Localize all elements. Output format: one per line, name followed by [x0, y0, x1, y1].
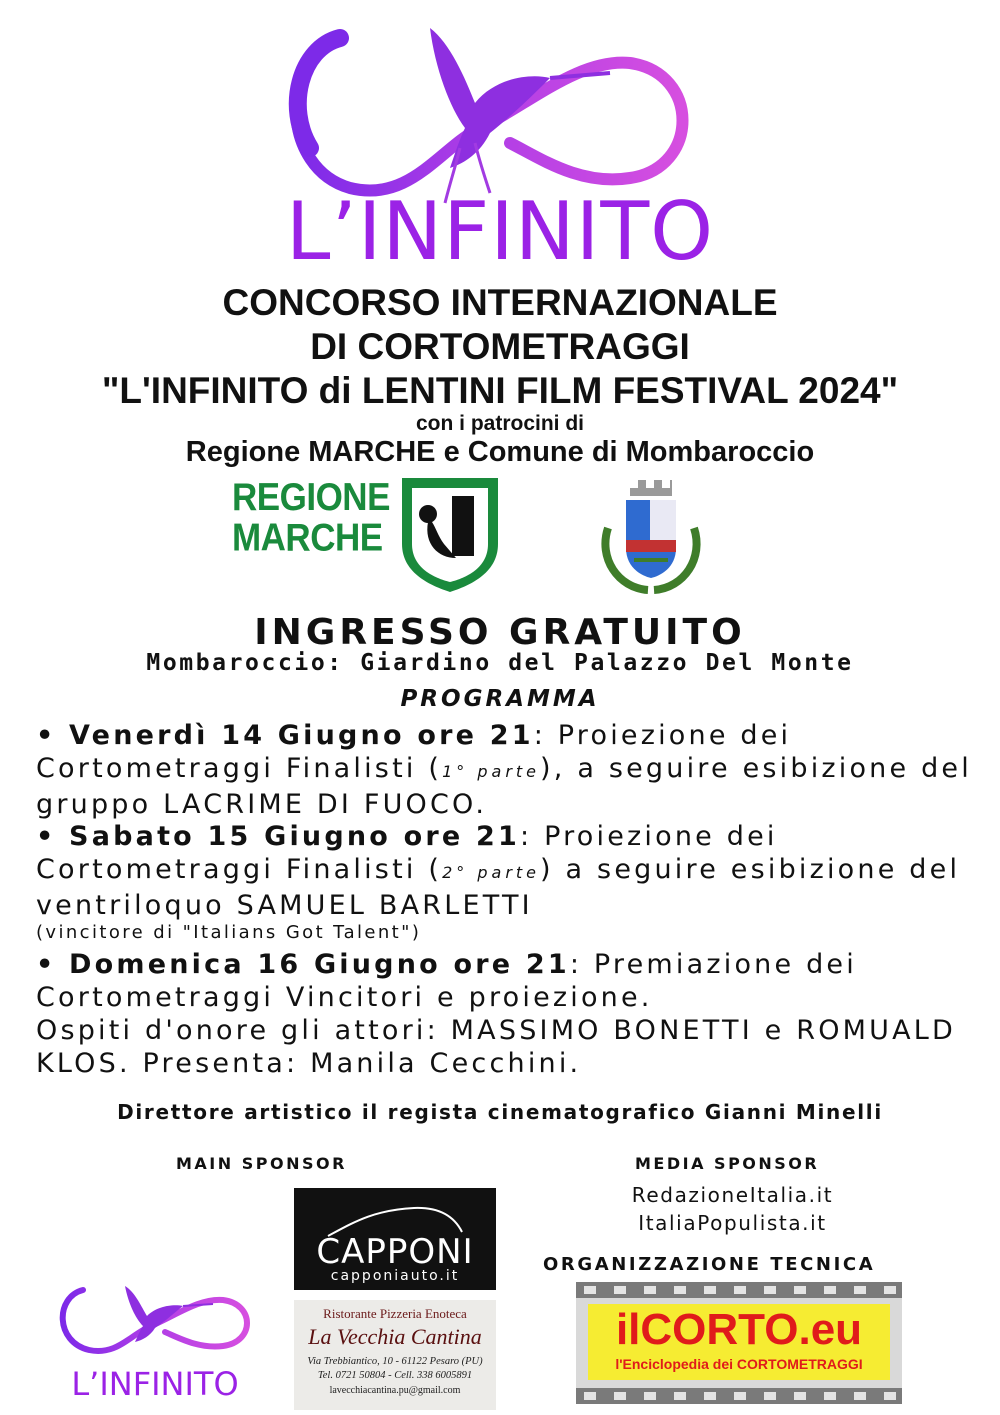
cantina-phone: Tel. 0721 50804 - Cell. 338 6005891: [317, 1370, 473, 1381]
technical-org-label: ORGANIZZAZIONE TECNICA: [543, 1254, 876, 1275]
program-text-1a: : Proiezione dei Cortometraggi Finalisti (: [36, 720, 792, 784]
brand-title: L’INFINITO: [285, 185, 715, 278]
ilcorto-logo: [576, 1282, 902, 1404]
ilcorto-tagline: l'Enciclopedia dei CORTOMETRAGGI: [615, 1356, 863, 1372]
media-sponsor-label: MEDIA SPONSOR: [635, 1154, 820, 1173]
program-item-2: [36, 820, 986, 944]
regione-line-2: MARCHE: [232, 516, 383, 560]
capponi-name: CAPPONI: [316, 1232, 474, 1272]
program-item-3: [36, 948, 986, 1080]
program-part-1: 1° parte: [442, 762, 541, 781]
main-sponsor-label: MAIN SPONSOR: [176, 1154, 347, 1173]
vecchia-cantina-logo: [294, 1300, 496, 1410]
mombaroccio-crest: [598, 478, 704, 598]
cantina-name: La Vecchia Cantina: [308, 1324, 482, 1349]
media-sponsor-2: ItaliaPopulista.it: [638, 1211, 827, 1235]
ilcorto-name: ilCORTO.eu: [615, 1305, 863, 1354]
media-sponsor-1: RedazioneItalia.it: [631, 1183, 834, 1207]
program-date-2: • Sabato 15 Giugno ore 21: [36, 821, 520, 852]
program-text-2a: : Proiezione dei Cortometraggi Finalisti (: [36, 821, 778, 885]
brand-footer: L’INFINITO: [71, 1365, 239, 1403]
capponi-logo: [294, 1188, 496, 1290]
program-note-2: (vincitore di "Italians Got Talent"): [36, 922, 422, 943]
capponi-site: capponiauto.it: [330, 1268, 460, 1284]
cantina-address: Via Trebbiantico, 10 - 61122 Pesaro (PU): [307, 1356, 483, 1367]
regione-line-1: REGIONE: [232, 475, 390, 519]
cantina-top: Ristorante Pizzeria Enoteca: [323, 1306, 467, 1321]
title-line-1: CONCORSO INTERNAZIONALE: [222, 282, 778, 323]
program-part-2: 2° parte: [442, 863, 541, 882]
program-item-1: [36, 719, 986, 821]
artistic-director: Direttore artistico il regista cinematografico Gianni Minelli: [117, 1100, 883, 1124]
program-title: PROGRAMMA: [400, 686, 600, 712]
event-location: Mombaroccio: Giardino del Palazzo Del Monte: [146, 650, 854, 676]
program-text-2b: ) a seguire esibizione del ventriloquo SAMUEL BARLETTI: [36, 854, 961, 921]
program-date-3: • Domenica 16 Giugno ore 21: [36, 949, 570, 980]
cantina-email: lavecchiacantina.pu@gmail.com: [329, 1385, 461, 1396]
patronage-text: Regione MARCHE e Comune di Mombaroccio: [185, 436, 815, 468]
program-text-3a: : Premiazione dei Cortometraggi Vincitori e proiezione.: [36, 949, 857, 1013]
regione-marche-logo: [232, 475, 392, 560]
festival-title: "L'INFINITO di LENTINI FILM FESTIVAL 2024": [101, 370, 899, 411]
program-text-3b: Ospiti d'onore gli attori: MASSIMO BONETTI e ROMUALD KLOS. Presenta: Manila Cecchini.: [36, 1015, 957, 1079]
ilcorto-panel: [588, 1304, 890, 1380]
infinito-logo-small: [55, 1282, 255, 1362]
patronage-intro: con i patrocini di: [415, 412, 584, 435]
program-text-1b: ), a seguire esibizione del gruppo LACRIME DI FUOCO.: [36, 753, 972, 820]
free-entry: INGRESSO GRATUITO: [254, 612, 746, 653]
regione-marche-emblem: [398, 474, 502, 594]
program-date-1: • Venerdì 14 Giugno ore 21: [36, 720, 534, 751]
title-line-2: DI CORTOMETRAGGI: [310, 326, 690, 367]
